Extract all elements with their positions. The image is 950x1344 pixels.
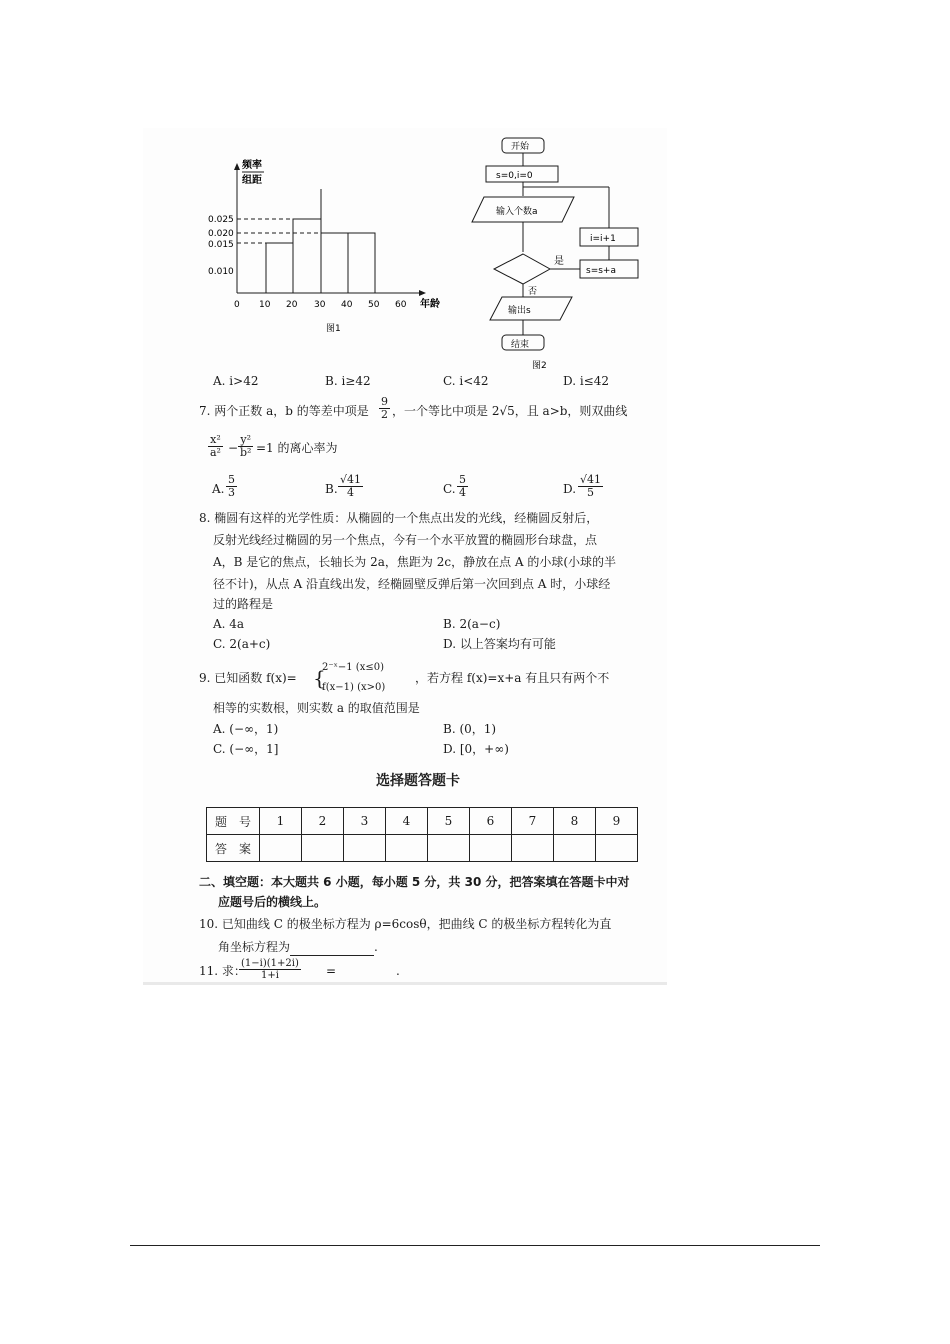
y-tick: 0.025 bbox=[208, 215, 234, 225]
question-number: 7 bbox=[512, 808, 554, 835]
x-tick: 0 bbox=[234, 300, 240, 310]
answer-cell[interactable] bbox=[596, 835, 638, 862]
hyperbola-x-term bbox=[208, 434, 223, 459]
bar-40-50 bbox=[348, 233, 375, 293]
answer-cell[interactable] bbox=[512, 835, 554, 862]
question-number: 2 bbox=[302, 808, 344, 835]
answer-card-answer-row bbox=[207, 835, 638, 862]
q9-option-c: C. (−∞，1] bbox=[213, 742, 279, 756]
yes-label: 是 bbox=[554, 256, 564, 267]
q6-option-b: B. i≥42 bbox=[325, 374, 371, 388]
question-number: 3 bbox=[344, 808, 386, 835]
q8-line: 反射光线经过椭圆的另一个焦点，今有一个水平放置的椭圆形台球盘，点 bbox=[213, 533, 598, 547]
q7-option-d-value bbox=[578, 474, 603, 499]
fraction-numerator: 9 bbox=[381, 395, 388, 408]
x-tick: 10 bbox=[259, 300, 271, 310]
x-tick: 60 bbox=[395, 300, 407, 310]
x-tick: 40 bbox=[341, 300, 353, 310]
answer-card-table bbox=[206, 807, 638, 862]
accumulate-label: s=s+a bbox=[586, 266, 616, 276]
question-number: 6 bbox=[470, 808, 512, 835]
q8-line: 8. 椭圆有这样的光学性质：从椭圆的一个焦点出发的光线，经椭圆反射后， bbox=[199, 511, 599, 525]
start-label: 开始 bbox=[511, 142, 530, 152]
q11-equals: = bbox=[326, 964, 337, 978]
answer-cell[interactable] bbox=[428, 835, 470, 862]
decision-node bbox=[494, 254, 550, 284]
scan-bottom-edge bbox=[143, 982, 667, 985]
q9-option-d: D. [0，+∞) bbox=[443, 742, 509, 756]
y-tick: 0.015 bbox=[208, 240, 234, 250]
fraction-numerator: x² bbox=[208, 434, 223, 447]
x-tick: 50 bbox=[368, 300, 380, 310]
bar-10-20 bbox=[266, 243, 293, 293]
x-tick: 20 bbox=[286, 300, 298, 310]
q8-line: 过的路程是 bbox=[213, 597, 274, 611]
answer-card-title: 选择题答题卡 bbox=[376, 773, 460, 789]
q9-line-2: 相等的实数根，则实数 a 的取值范围是 bbox=[213, 701, 420, 715]
answer-cell[interactable] bbox=[386, 835, 428, 862]
answer-cell[interactable] bbox=[302, 835, 344, 862]
hist-ylabel-1: 频率 bbox=[242, 160, 262, 171]
fraction-denominator: 4 bbox=[347, 486, 354, 499]
q7-fraction-9-2 bbox=[379, 396, 390, 421]
q7-option-d-label: D. bbox=[563, 482, 577, 496]
hyperbola-minus: − bbox=[228, 441, 239, 455]
init-label: s=0,i=0 bbox=[496, 171, 533, 181]
q8-line: A，B 是它的焦点，长轴长为 2a，焦距为 2c，静放在点 A 的小球(小球的半 bbox=[213, 555, 617, 569]
q8-option-d: D. 以上答案均有可能 bbox=[443, 637, 556, 651]
hist-ylabel-2: 组距 bbox=[242, 175, 262, 186]
input-label: 输入个数a bbox=[496, 207, 538, 217]
piecewise-brace: { bbox=[313, 666, 326, 690]
q7-option-c-value bbox=[457, 474, 468, 499]
fraction-numerator: 5 bbox=[459, 473, 466, 486]
row-header: 题 号 bbox=[207, 808, 260, 835]
output-label: 输出s bbox=[508, 306, 531, 316]
fraction-denominator: 2 bbox=[381, 408, 388, 421]
q8-option-a: A. 4a bbox=[213, 617, 245, 631]
end-label: 结束 bbox=[511, 340, 530, 350]
q9-prefix: 9. 已知函数 f(x)= bbox=[199, 671, 297, 685]
question-number: 4 bbox=[386, 808, 428, 835]
answer-cell[interactable] bbox=[260, 835, 302, 862]
fraction-numerator: y² bbox=[238, 434, 253, 447]
answer-card-number-row bbox=[207, 808, 638, 835]
piecewise-case-2: f(x−1) (x>0) bbox=[322, 682, 386, 693]
fraction-denominator: 3 bbox=[228, 486, 235, 499]
q7-option-b-value bbox=[338, 474, 363, 499]
fraction-denominator bbox=[239, 970, 301, 975]
answer-cell[interactable] bbox=[554, 835, 596, 862]
page-footer-rule bbox=[130, 1245, 820, 1246]
flowchart-figure bbox=[462, 132, 662, 372]
fraction-denominator: a² bbox=[210, 446, 221, 459]
hist-caption: 图1 bbox=[326, 324, 341, 334]
q10-answer-blank[interactable] bbox=[290, 940, 374, 956]
q11-prefix: 11. 求： bbox=[199, 964, 246, 978]
q9-option-a: A. (−∞，1) bbox=[213, 722, 279, 736]
q7-text-1: 7. 两个正数 a，b 的等差中项是 bbox=[199, 404, 369, 418]
question-number: 8 bbox=[554, 808, 596, 835]
fraction-denominator: b² bbox=[240, 446, 252, 459]
section2-heading-1: 二、填空题：本大题共 6 小题，每小题 5 分，共 30 分，把答案填在答题卡中对 bbox=[199, 875, 630, 889]
q10-line-1: 10. 已知曲线 C 的极坐标方程为 ρ=6cosθ，把曲线 C 的极坐标方程转化为直 bbox=[199, 917, 612, 931]
q9-option-b: B. (0，1) bbox=[443, 722, 497, 736]
q6-option-d: D. i≤42 bbox=[563, 374, 609, 388]
fraction-numerator: 5 bbox=[228, 473, 235, 486]
q10-prefix: 角坐标方程为 bbox=[218, 940, 291, 954]
y-axis-arrow bbox=[234, 163, 240, 170]
increment-label: i=i+1 bbox=[590, 234, 616, 244]
q7-option-a-label: A. bbox=[212, 482, 225, 496]
q8-line: 径不计)，从点 A 沿直线出发，经椭圆壁反弹后第一次回到点 A 时，小球经 bbox=[213, 577, 611, 591]
x-tick: 30 bbox=[314, 300, 326, 310]
q7-text-2: ，一个等比中项是 2√5，且 a>b，则双曲线 bbox=[392, 404, 628, 418]
fraction-denominator: 4 bbox=[459, 486, 466, 499]
q8-option-b: B. 2(a−c) bbox=[443, 617, 501, 631]
hist-xlabel: 年龄 bbox=[420, 299, 440, 310]
piecewise-case-1: 2⁻ˣ−1 (x≤0) bbox=[322, 662, 384, 673]
q10-end: . bbox=[374, 940, 378, 954]
fraction-denominator: 5 bbox=[587, 486, 594, 499]
answer-cell[interactable] bbox=[344, 835, 386, 862]
fraction-numerator: √41 bbox=[580, 473, 602, 486]
y-tick: 0.010 bbox=[208, 267, 234, 277]
fraction-numerator: (1−i)(1+2i) bbox=[241, 958, 299, 969]
q11-end: . bbox=[396, 964, 400, 978]
q6-option-a: A. i>42 bbox=[213, 374, 259, 388]
flowchart-caption: 图2 bbox=[532, 361, 547, 371]
hyperbola-y-term bbox=[238, 434, 253, 459]
q8-option-c: C. 2(a+c) bbox=[213, 637, 271, 651]
row-header: 答 案 bbox=[207, 835, 260, 862]
answer-cell[interactable] bbox=[470, 835, 512, 862]
q7-option-b-label: B. bbox=[325, 482, 338, 496]
q7-text-3: =1 的离心率为 bbox=[256, 441, 338, 455]
y-tick: 0.020 bbox=[208, 229, 234, 239]
no-label: 否 bbox=[528, 287, 538, 297]
question-number: 9 bbox=[596, 808, 638, 835]
output-node bbox=[490, 297, 572, 320]
question-number: 1 bbox=[260, 808, 302, 835]
q6-option-c: C. i<42 bbox=[443, 374, 489, 388]
q11-fraction bbox=[239, 958, 301, 975]
x-axis-arrow bbox=[419, 290, 426, 296]
bar-20-30 bbox=[293, 219, 321, 293]
q7-option-c-label: C. bbox=[443, 482, 456, 496]
fraction-numerator: √41 bbox=[340, 473, 362, 486]
q7-option-a-value bbox=[226, 474, 237, 499]
section2-heading-2: 应题号后的横线上。 bbox=[218, 895, 327, 909]
q9-suffix: ，若方程 f(x)=x+a 有且只有两个不 bbox=[415, 671, 610, 685]
question-number: 5 bbox=[428, 808, 470, 835]
q10-line-2 bbox=[218, 940, 378, 956]
histogram-figure bbox=[200, 155, 460, 345]
